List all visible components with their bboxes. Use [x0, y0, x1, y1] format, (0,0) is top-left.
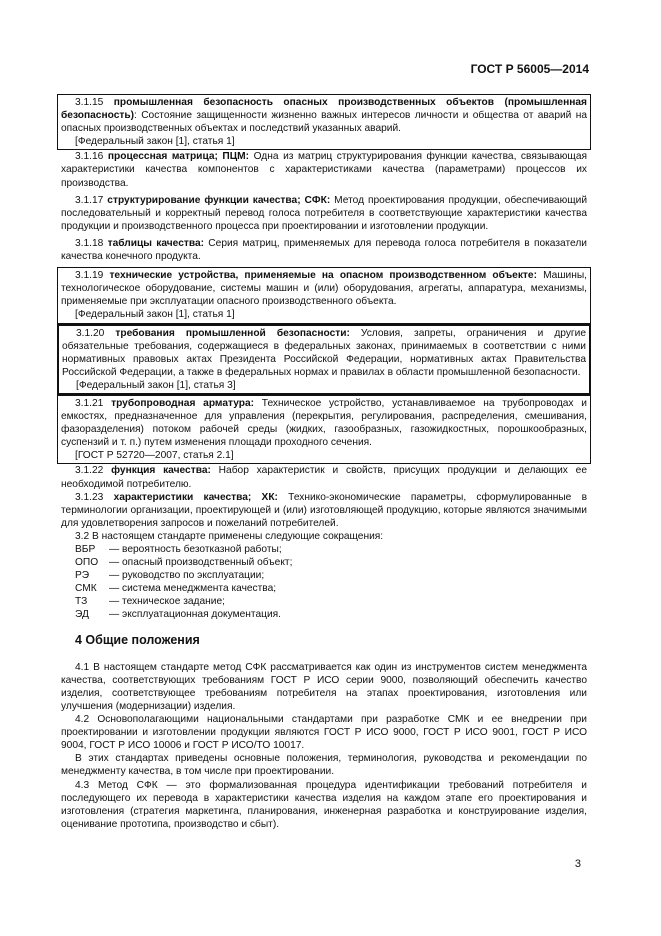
term-source: [ГОСТ Р 52720—2007, статья 2.1] — [75, 450, 234, 462]
term-3-1-17: 3.1.17 структурирование функции качества; СФК: Метод проектирования продукции, обеспечивающий последовательный и корректный перевод голоса потребителя в соответствующие характеристики качества продукции и производственного процесса при проектировании и изготовлении продукции. — [61, 194, 588, 232]
abbreviation-item: ТЗ — техническое задание; — [75, 596, 225, 608]
abbreviation-item: РЭ — руководство по эксплуатации; — [75, 570, 265, 582]
term-3-1-22: 3.1.22 функция качества: Набор характеристик и свойств, присущих продукции и делающих ее необходимой потребителю. — [61, 465, 587, 490]
term-source: [Федеральный закон [1], статья 1] — [75, 309, 235, 321]
abbreviations-intro: 3.2 В настоящем стандарте применены следующие сокращения: — [75, 530, 384, 542]
document-number: ГОСТ Р 56005—2014 — [470, 62, 589, 76]
term-3-1-16: 3.1.16 процессная матрица; ПЦМ: Одна из матриц структурирования функции качества, связывающая характеристики качества компонентов с характеристиками качества (параметрами) процессов их производства. — [61, 151, 587, 189]
term-3-1-18: 3.1.18 таблицы качества: Серия матриц, применяемых для перевода голоса потребителя в показатели качества конечного продукта. — [61, 237, 587, 263]
section-heading: 4 Общие положения — [75, 632, 200, 647]
term-3-1-21-box: 3.1.21 трубопроводная арматура: Техническое устройство, устанавливаемое на трубопроводах и емкостях, предназначенное для управления (перекрытия, регулирования, распределения, смешивания, фазоразделения) потоком рабочей среды (жидких, газообразных, газожидкостных, порошкообразных, суспензий и т. п.) путем изменения площади проходного сечения. [ГОСТ Р 52720—2007, статья 2.1] — [57, 395, 591, 464]
term-3-1-19-box: 3.1.19 технические устройства, применяемые на опасном производственном объекте: Машины, технологическое оборудование, системы машин и (или) оборудования, агрегаты, аппаратура, механизмы, применяемые при эксплуатации опасного производственного объекта. [Федеральный закон [1], статья 1] — [57, 267, 591, 323]
term-source: [Федеральный закон [1], статья 3] — [76, 379, 236, 391]
term-3-1-23: 3.1.23 характеристики качества; ХК: Технико-экономические параметры, сформулированные в терминологии организации, проектирующей и (или) изготовляющей продукцию, которые являются значимыми для удовлетворения запросов и пожеланий потребителей. — [61, 491, 587, 529]
abbreviation-item: ЭД — эксплуатационная документация. — [75, 609, 281, 621]
paragraph-4-1: 4.1 В настоящем стандарте метод СФК рассматривается как один из инструментов систем менеджмента качества, соответствующих требованиям ГОСТ Р ИСО серии 9000, позволяющий обеспечить качество изделия, соответствующее требованиям потребителя на этапах проектирования, изготовления или улучшения (модернизации) изделия. — [61, 661, 587, 712]
paragraph-4-2-cont: В этих стандартах приведены основные положения, терминология, руководства и рекомендации по менеджменту качества, в том числе при проектировании. — [61, 753, 587, 778]
abbreviations-list — [75, 543, 587, 622]
abbreviation-item: ВБР — вероятность безотказной работы; — [75, 544, 282, 555]
page-body — [61, 94, 587, 831]
abbreviation-item: СМК — система менеджмента качества; — [75, 583, 277, 595]
term-3-1-20-box: 3.1.20 требования промышленной безопасности: Условия, запреты, ограничения и другие обязательные требования, содержащиеся в федеральных законах, принимаемых в соответствии с ними нормативных правовых актах Президента Российской Федерации, нормативных актах Правительства Российской Федерации, а также в федеральных нормах и правилах в области промышленной безопасности. [Федеральный закон [1], статья 3] — [57, 324, 591, 395]
term-source: [Федеральный закон [1], статья 1] — [75, 136, 235, 148]
paragraph-4-3: 4.3 Метод СФК — это формализованная процедура идентификации требований потребителя и последующего их перевода в характеристики качества изделия на каждом этапе его проектирования и изготовления (стратегия маркетинга, планирования, инженерная разработка и конструирование изделия, оценивание прототипа, производство и сбыт). — [61, 779, 587, 830]
abbreviation-item: ОПО — опасный производственный объект; — [75, 557, 293, 569]
page-number: 3 — [574, 858, 581, 870]
term-3-1-15-box: 3.1.15 промышленная безопасность опасных производственных объектов (промышленная безопасность): Состояние защищенности жизненно важных интересов личности и общества от аварий на опасных производственных объектах и последствий указанных аварий. [Федеральный закон [1], статья 1] — [57, 94, 591, 150]
paragraph-4-2: 4.2 Основополагающими национальными стандартами при разработке СМК и ее внедрении при проектировании и изготовлении продукции являются ГОСТ Р ИСО 9000, ГОСТ Р ИСО 9001, ГОСТ Р ИСО 9004, ГОСТ Р ИСО 10006 и ГОСТ Р ИСО/ТО 10017. — [61, 714, 587, 752]
